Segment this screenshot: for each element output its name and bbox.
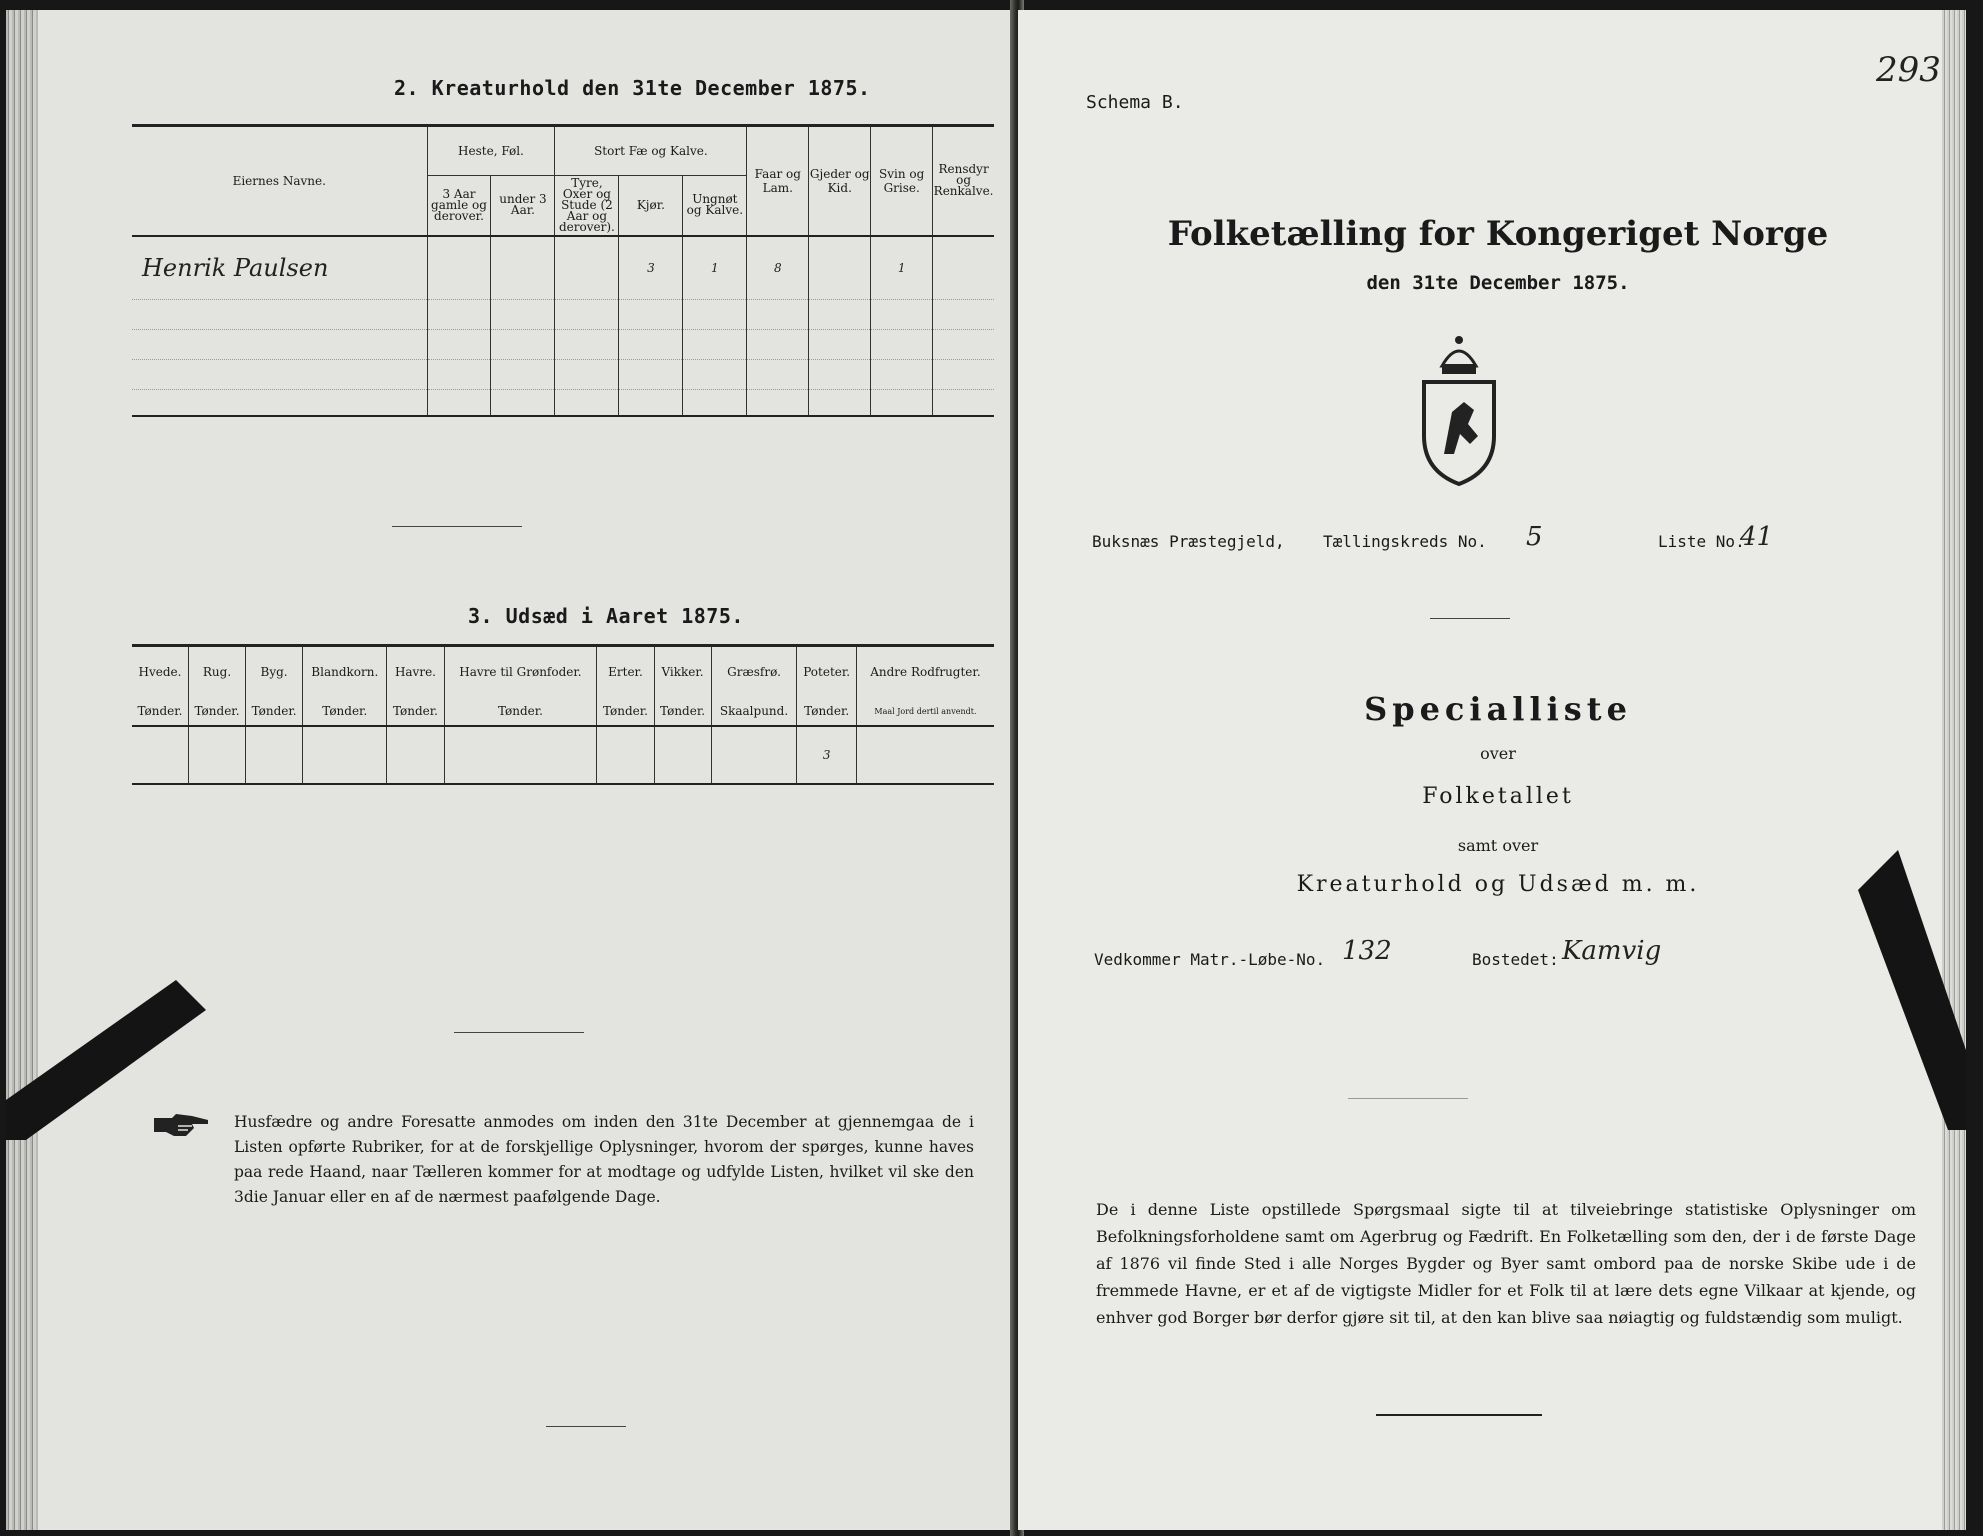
col-hvede: Hvede. xyxy=(132,646,188,698)
col-blandkorn: Blandkorn. xyxy=(303,646,387,698)
table-row xyxy=(132,390,994,416)
liste-label: Liste No. xyxy=(1658,532,1745,551)
unit-havre: Tønder. xyxy=(387,698,444,726)
folketallet-text: Folketallet xyxy=(1422,784,1574,809)
col-under3: under 3 Aar. xyxy=(491,176,555,236)
section-divider xyxy=(1348,1098,1468,1099)
col-andre-rodfrugter: Andre Rodfrugter. xyxy=(856,646,994,698)
section2-title: 2. Kreaturhold den 31te December 1875. xyxy=(394,76,871,100)
table-row xyxy=(132,360,994,390)
matr-value: 132 xyxy=(1342,936,1392,966)
section-divider xyxy=(1376,1414,1542,1416)
specialliste-title: Specialliste xyxy=(1364,690,1632,728)
value-ungnot: 1 xyxy=(683,236,747,300)
section-divider xyxy=(1430,618,1510,619)
right-page-edge xyxy=(1942,10,1966,1530)
value-kjor: 3 xyxy=(619,236,683,300)
livestock-table xyxy=(132,124,994,417)
col-ungnot: Ungnøt og Kalve. xyxy=(683,176,747,236)
unit-blandkorn: Tønder. xyxy=(303,698,387,726)
notice-text: Husfædre og andre Foresatte anmodes om inden den 31te December at gjennemgaa de i Listen opførte Rubriker, for at de forskjellige Oplysninger, hvorom der spørges, kunne haves paa rede Haand, naar Tælleren kommer for at modtage og udfylde Listen, hvilket vil ske den 3die Januar eller en af de nærmest paafølgende Dage. xyxy=(234,1113,974,1206)
col-faar: Faar og Lam. xyxy=(747,126,809,236)
unit-poteter: Tønder. xyxy=(797,698,856,726)
seed-table xyxy=(132,644,994,785)
right-page xyxy=(1018,10,1966,1530)
col-havre-gronfoder: Havre til Grønfoder. xyxy=(444,646,597,698)
owner-header: Eiernes Navne. xyxy=(132,126,427,236)
over-text: over xyxy=(1480,744,1516,763)
section-divider xyxy=(546,1426,626,1427)
unit-erter: Tønder. xyxy=(597,698,654,726)
col-byg: Byg. xyxy=(246,646,303,698)
section-divider xyxy=(392,526,522,527)
coat-of-arms-icon xyxy=(1412,326,1506,486)
group-heste: Heste, Føl. xyxy=(427,126,555,176)
col-havre: Havre. xyxy=(387,646,444,698)
unit-graesfro: Skaalpund. xyxy=(711,698,797,726)
value-svin: 1 xyxy=(871,236,933,300)
col-3aar: 3 Aar gamle og derover. xyxy=(427,176,491,236)
unit-rug: Tønder. xyxy=(188,698,245,726)
kreds-label: Tællingskreds No. xyxy=(1323,532,1487,551)
value-poteter: 3 xyxy=(797,726,856,784)
col-erter: Erter. xyxy=(597,646,654,698)
col-gjeder: Gjeder og Kid. xyxy=(809,126,871,236)
census-title: Folketælling for Kongeriget Norge xyxy=(1167,214,1829,254)
owner-name: Henrik Paulsen xyxy=(132,236,427,300)
value-faar: 8 xyxy=(747,236,809,300)
liste-value: 41 xyxy=(1740,522,1774,552)
col-svin: Svin og Grise. xyxy=(871,126,933,236)
group-stort-fae: Stort Fæ og Kalve. xyxy=(555,126,747,176)
unit-andre: Maal Jord dertil anvendt. xyxy=(856,698,994,726)
left-page-edge xyxy=(6,10,38,1530)
col-kjor: Kjør. xyxy=(619,176,683,236)
col-tyre: Tyre, Oxer og Stude (2 Aar og derover). xyxy=(555,176,619,236)
page-clip-left xyxy=(6,980,206,1140)
section3-title: 3. Udsæd i Aaret 1875. xyxy=(468,604,744,628)
bosted-value: Kamvig xyxy=(1562,936,1662,966)
col-rensdyr: Rensdyr og Renkalve. xyxy=(933,126,994,236)
matr-label: Vedkommer Matr.-Løbe-No. xyxy=(1094,950,1326,969)
col-vikker: Vikker. xyxy=(654,646,711,698)
table-row xyxy=(132,726,994,784)
section-divider xyxy=(454,1032,584,1033)
census-date: den 31te December 1875. xyxy=(1366,272,1630,294)
table-row xyxy=(132,300,994,330)
kreds-value: 5 xyxy=(1526,522,1543,552)
unit-byg: Tønder. xyxy=(246,698,303,726)
schema-label: Schema B. xyxy=(1086,92,1184,113)
kreaturhold-text: Kreaturhold og Udsæd m. m. xyxy=(1296,872,1700,897)
table-row xyxy=(132,236,994,300)
table-row xyxy=(132,330,994,360)
unit-vikker: Tønder. xyxy=(654,698,711,726)
bosted-label: Bostedet: xyxy=(1472,950,1559,969)
explanation-paragraph: De i denne Liste opstillede Spørgsmaal sigte til at tilveiebringe statistiske Oplysninger om Befolkningsforholdene samt om Agerbrug og Fædrift. En Folketælling som den, der i de første Dage af 1876 vil finde Sted i alle Norges Bygder og Byer samt ombord paa de norske Skibe ude i de fremmede Havne, er et af de vigtigste Midler for et Folk til at lære dets egne Vilkaar at kjende, og enhver god Borger bør derfor gjøre sit til, at den kan blive saa nøiagtig og fuldstændig som muligt. xyxy=(1096,1200,1916,1327)
page-clip-right xyxy=(1858,850,1966,1130)
prestegjeld-label: Buksnæs Præstegjeld, xyxy=(1092,532,1285,551)
unit-hvede: Tønder. xyxy=(132,698,188,726)
unit-havre-gronfoder: Tønder. xyxy=(444,698,597,726)
col-rug: Rug. xyxy=(188,646,245,698)
samt-over-text: samt over xyxy=(1457,836,1539,855)
left-page xyxy=(6,10,1016,1530)
col-graesfro: Græsfrø. xyxy=(711,646,797,698)
page-number: 293 xyxy=(1876,50,1941,90)
col-poteter: Poteter. xyxy=(797,646,856,698)
